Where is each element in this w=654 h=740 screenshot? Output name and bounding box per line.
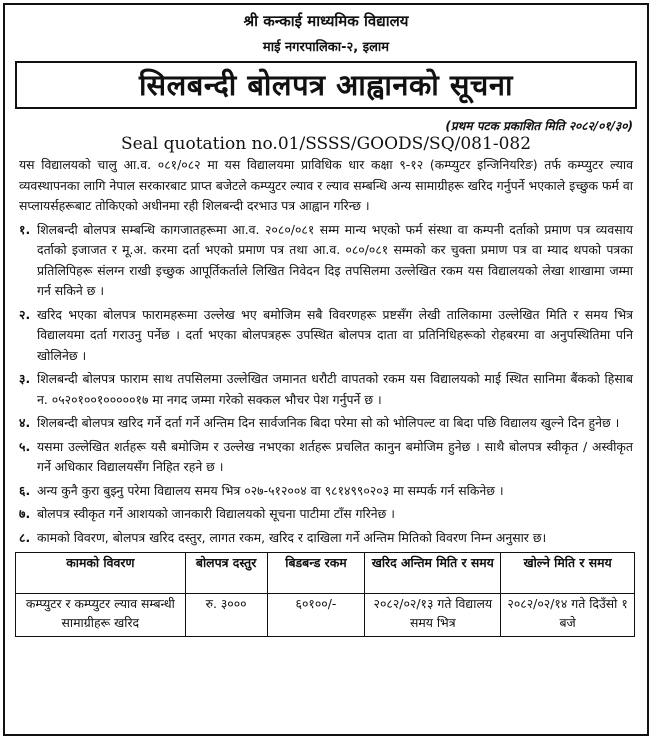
condition-item xyxy=(19,437,633,478)
school-name: श्री कन्काई माध्यमिक विद्यालय xyxy=(243,12,409,30)
column-header: खोल्ने मिति र समय xyxy=(501,553,635,594)
condition-item xyxy=(19,220,633,302)
intro-paragraph: यस विद्यालयको चालु आ.व. ०८१/०८२ मा यस विद्यालयमा प्राविधिक धार कक्षा ९-१२ (कम्प्युटर इन्जिनियरिङ) तर्फ कम्प्युटर ल्याव व्यवस्थापनका लागि नेपाल सरकारबाट प्राप्त बजेटले कम्प्युटर ल्याव र ल्याव सम्बन्धि अन्य सामाग्रीहरू खरिद गर्नुपर्ने भएकाले इच्छुक फर्म वा सप्लायर्सहरूबाट तोकिएको अधीनमा रही शिलबन्दी दरभाउ पत्र आह्वान गरिन्छ । xyxy=(19,157,633,213)
school-address: माई नगरपालिका-२, इलाम xyxy=(262,40,390,55)
item-text: शिलबन्दी बोलपत्र सम्बन्धि कागजातहरूमा आ.व. २०८०/०८१ सम्म मान्य भएको फर्म संस्था वा कम्पनी दर्ताको प्रमाण पत्र व्यवसाय दर्ताको इजाजत र मू.अ. करमा दर्ता भएको प्रमाण पत्र तथा आ.व. ०८०/०८१ सम्मको कर चुक्ता प्रमाण पत्र वा म्याद थपको पत्रका प्रतिलिपिहरू संलग्न राखी इच्छुक आपूर्तिकर्ताले लिखित निवेदन दिइ तपसिलमा उल्लेखित रकम यस विद्यालयको लेखा शाखामा जम्मा गर्न सकिने छ । xyxy=(37,221,633,298)
table-cell: रु. ३००० xyxy=(185,594,267,637)
notice-title: सिलबन्दी बोलपत्र आह्वानको सूचना xyxy=(15,61,637,109)
item-number: ५. xyxy=(19,438,31,454)
table-cell: २०८२/०२/१४ गते दिउँसो १ बजे xyxy=(501,594,635,637)
table-header-row xyxy=(16,553,635,594)
table-cell: ६०१००/- xyxy=(267,594,365,637)
item-text: कामको विवरण, बोलपत्र खरिद दस्तुर, लागत रकम, खरिद र दाखिला गर्ने अन्तिम मितिको विवरण निम्न अनुसार छ। xyxy=(37,529,547,545)
condition-item xyxy=(19,305,633,367)
condition-item xyxy=(19,504,633,525)
item-text: यसमा उल्लेखित शर्तहरू यसै बमोजिम र उल्लेख नभएका शर्तहरू प्रचलित कानुन बमोजिम हुनेछ । साथै बोलपत्र स्वीकृत / अस्वीकृत गर्ने अधिकार विद्यालयसँग निहित रहने छ । xyxy=(37,438,633,474)
item-text: अन्य कुनै कुरा बुझ्नु परेमा विद्यालय समय भित्र ०२७-५१२००४ वा ९८१४९९०२०३ मा सम्पर्क गर्न सकिनेछ । xyxy=(37,482,504,498)
column-header: कामको विवरण xyxy=(16,553,186,594)
table-cell: २०८२/०२/१३ गते विद्यालय समय भित्र xyxy=(365,594,501,637)
notice-page xyxy=(3,3,649,736)
item-number: २. xyxy=(19,306,31,322)
notice-body xyxy=(5,155,647,548)
table-cell: कम्प्युटर र कम्प्युटर ल्याव सम्बन्धी सामाग्रीहरू खरिद xyxy=(16,594,186,637)
table-row xyxy=(16,594,635,637)
item-number: ७. xyxy=(19,506,31,521)
column-header: बिडबन्ड रकम xyxy=(267,553,365,594)
quotation-number: Seal quotation no.01/SSSS/GOODS/SQ/081-082 xyxy=(120,134,532,154)
column-header: खरिद अन्तिम मिति र समय xyxy=(365,553,501,594)
condition-item xyxy=(19,481,633,502)
details-table xyxy=(15,552,635,637)
condition-item xyxy=(19,413,633,434)
item-text: शिलबन्दी बोलपत्र फाराम साथ तपसिलमा उल्लेखित जमानत धरौटी वापतको रकम यस विद्यालयको माई स्थित सानिमा बैंकको हिसाब न. ०५२०१००१०००००१७ मा नगद जम्मा गरेको सक्कल भौचर पेश गर्नुपर्ने छ । xyxy=(37,371,633,407)
item-text: खरिद भएका बोलपत्र फारामहरूमा उल्लेख भए बमोजिम सबै विवरणहरू प्रष्टसँग लेखी तालिकामा उल्लेखित मिति र समय भित्र विद्यालयमा दर्ता गराउनु पर्नेछ । दर्ता भएका बोलपत्रहरू उपस्थित बोलपत्र दाता वा प्रतिनिधिहरूको रोहबरमा वा अनुपस्थितिमा पनि खोलिनेछ । xyxy=(37,306,633,363)
condition-item xyxy=(19,528,633,549)
item-number: ३. xyxy=(19,371,31,386)
item-text: बोलपत्र स्वीकृत गर्ने आशयको जानकारी विद्यालयको सूचना पाटीमा टाँस गरिनेछ । xyxy=(37,506,395,521)
item-number: १. xyxy=(19,221,31,237)
condition-item xyxy=(19,369,633,410)
item-number: ४. xyxy=(19,415,31,430)
item-number: ६. xyxy=(19,482,31,498)
item-text: शिलबन्दी बोलपत्र खरिद गर्ने दर्ता गर्ने अन्तिम दिन सार्वजनिक बिदा परेमा सो को भोलिपल्ट वा बिदा पछि विद्यालय खुल्ने दिन हुनेछ । xyxy=(37,415,620,430)
publication-date: (प्रथम पटक प्रकाशित मिति २०८२/०१/३०) xyxy=(445,119,633,133)
item-number: ८. xyxy=(19,529,31,545)
column-header: बोलपत्र दस्तुर xyxy=(185,553,267,594)
